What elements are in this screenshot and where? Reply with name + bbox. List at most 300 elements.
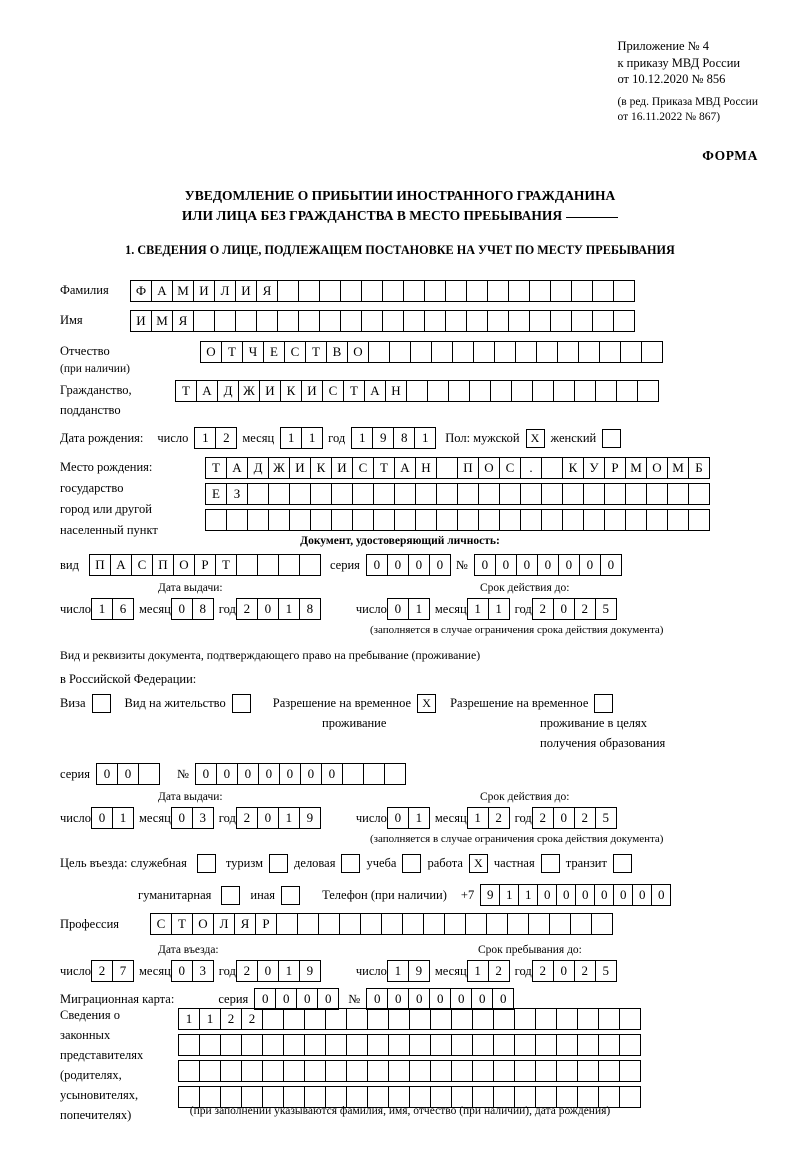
patronymic-input[interactable]: [200, 341, 662, 363]
purpose-private-checkbox[interactable]: [541, 854, 560, 873]
form-cell[interactable]: Т: [215, 554, 237, 576]
stay-until-day-input[interactable]: [387, 960, 429, 982]
form-cell[interactable]: [319, 310, 341, 332]
form-cell[interactable]: 0: [91, 807, 113, 829]
form-cell[interactable]: 9: [299, 960, 321, 982]
form-cell[interactable]: 0: [216, 763, 238, 785]
form-cell[interactable]: [499, 483, 521, 505]
form-cell[interactable]: .: [520, 457, 542, 479]
purpose-other-checkbox[interactable]: [281, 886, 300, 905]
stay-doc-series-input[interactable]: [96, 763, 159, 785]
form-cell[interactable]: [466, 310, 488, 332]
form-cell[interactable]: [363, 763, 385, 785]
form-cell[interactable]: [557, 341, 579, 363]
form-cell[interactable]: 0: [516, 554, 538, 576]
form-cell[interactable]: С: [352, 457, 374, 479]
form-cell[interactable]: 0: [387, 554, 409, 576]
form-cell[interactable]: Ж: [268, 457, 290, 479]
form-cell[interactable]: 0: [553, 960, 575, 982]
form-cell[interactable]: 0: [321, 763, 343, 785]
form-cell[interactable]: [340, 310, 362, 332]
surname-input[interactable]: [130, 280, 634, 302]
form-cell[interactable]: [667, 483, 689, 505]
form-cell[interactable]: [472, 1060, 494, 1082]
form-cell[interactable]: [431, 341, 453, 363]
form-cell[interactable]: [289, 509, 311, 531]
form-cell[interactable]: Т: [373, 457, 395, 479]
form-cell[interactable]: Н: [385, 380, 407, 402]
form-cell[interactable]: Ч: [242, 341, 264, 363]
form-cell[interactable]: 2: [241, 1008, 263, 1030]
form-cell[interactable]: 1: [488, 598, 510, 620]
form-cell[interactable]: [550, 280, 572, 302]
form-cell[interactable]: 1: [280, 427, 302, 449]
form-cell[interactable]: [318, 913, 340, 935]
form-cell[interactable]: [511, 380, 533, 402]
form-cell[interactable]: [339, 913, 361, 935]
form-cell[interactable]: [625, 483, 647, 505]
form-cell[interactable]: О: [200, 341, 222, 363]
form-cell[interactable]: [577, 1034, 599, 1056]
form-cell[interactable]: 1: [112, 807, 134, 829]
stay-until-month-input[interactable]: [467, 960, 509, 982]
form-cell[interactable]: С: [322, 380, 344, 402]
form-cell[interactable]: [478, 483, 500, 505]
form-cell[interactable]: [138, 763, 160, 785]
form-cell[interactable]: [451, 1008, 473, 1030]
form-cell[interactable]: [472, 1034, 494, 1056]
form-cell[interactable]: [409, 1034, 431, 1056]
form-cell[interactable]: 0: [254, 988, 276, 1010]
stay-doc-year-input[interactable]: [236, 807, 320, 829]
form-cell[interactable]: [595, 380, 617, 402]
form-cell[interactable]: 0: [575, 884, 595, 906]
form-cell[interactable]: [469, 380, 491, 402]
form-cell[interactable]: 0: [553, 598, 575, 620]
form-cell[interactable]: [452, 341, 474, 363]
form-cell[interactable]: 2: [220, 1008, 242, 1030]
id-doc-number-input[interactable]: [474, 554, 621, 576]
birthplace-row-3-input[interactable]: [205, 509, 709, 531]
form-cell[interactable]: [319, 280, 341, 302]
birth-month-input[interactable]: [280, 427, 322, 449]
id-doc-series-input[interactable]: [366, 554, 450, 576]
form-cell[interactable]: О: [646, 457, 668, 479]
form-cell[interactable]: Р: [194, 554, 216, 576]
form-cell[interactable]: А: [196, 380, 218, 402]
form-cell[interactable]: [592, 310, 614, 332]
form-cell[interactable]: 0: [495, 554, 517, 576]
form-cell[interactable]: [424, 280, 446, 302]
form-cell[interactable]: 0: [117, 763, 139, 785]
form-cell[interactable]: [646, 509, 668, 531]
form-cell[interactable]: [402, 913, 424, 935]
form-cell[interactable]: [556, 1008, 578, 1030]
form-cell[interactable]: [514, 1008, 536, 1030]
form-cell[interactable]: [325, 1034, 347, 1056]
form-cell[interactable]: [598, 1034, 620, 1056]
form-cell[interactable]: 0: [275, 988, 297, 1010]
form-cell[interactable]: Т: [175, 380, 197, 402]
form-cell[interactable]: 0: [429, 988, 451, 1010]
entry-year-input[interactable]: [236, 960, 320, 982]
purpose-study-checkbox[interactable]: [402, 854, 421, 873]
purpose-tourism-checkbox[interactable]: [269, 854, 288, 873]
form-cell[interactable]: [310, 483, 332, 505]
form-cell[interactable]: [445, 310, 467, 332]
form-cell[interactable]: [499, 509, 521, 531]
form-cell[interactable]: О: [478, 457, 500, 479]
form-cell[interactable]: [532, 380, 554, 402]
stay-doc-month-input[interactable]: [171, 807, 213, 829]
form-cell[interactable]: [394, 509, 416, 531]
form-cell[interactable]: И: [331, 457, 353, 479]
form-cell[interactable]: Ф: [130, 280, 152, 302]
form-cell[interactable]: У: [583, 457, 605, 479]
form-cell[interactable]: [178, 1034, 200, 1056]
form-cell[interactable]: 2: [532, 598, 554, 620]
form-cell[interactable]: [430, 1060, 452, 1082]
form-cell[interactable]: 2: [236, 960, 258, 982]
form-cell[interactable]: [604, 509, 626, 531]
stay-doc-number-input[interactable]: [195, 763, 405, 785]
form-cell[interactable]: 1: [351, 427, 373, 449]
form-cell[interactable]: 0: [556, 884, 576, 906]
form-cell[interactable]: А: [394, 457, 416, 479]
form-cell[interactable]: М: [667, 457, 689, 479]
purpose-service-checkbox[interactable]: [197, 854, 216, 873]
stay-until-year-input[interactable]: [532, 960, 616, 982]
form-cell[interactable]: [619, 1008, 641, 1030]
form-cell[interactable]: 5: [595, 807, 617, 829]
form-cell[interactable]: 1: [414, 427, 436, 449]
form-cell[interactable]: [331, 483, 353, 505]
form-cell[interactable]: [388, 1034, 410, 1056]
form-cell[interactable]: О: [347, 341, 369, 363]
form-cell[interactable]: [403, 280, 425, 302]
birthplace-row-1-input[interactable]: [205, 457, 709, 479]
form-cell[interactable]: Я: [172, 310, 194, 332]
form-cell[interactable]: 1: [499, 884, 519, 906]
form-cell[interactable]: [410, 341, 432, 363]
form-cell[interactable]: [373, 509, 395, 531]
form-cell[interactable]: 0: [387, 988, 409, 1010]
form-cell[interactable]: 0: [366, 554, 388, 576]
form-cell[interactable]: 0: [258, 763, 280, 785]
form-cell[interactable]: [340, 280, 362, 302]
form-cell[interactable]: [616, 380, 638, 402]
form-cell[interactable]: [247, 483, 269, 505]
form-cell[interactable]: [598, 1008, 620, 1030]
form-cell[interactable]: [604, 483, 626, 505]
form-cell[interactable]: [507, 913, 529, 935]
form-cell[interactable]: [625, 509, 647, 531]
form-cell[interactable]: Т: [171, 913, 193, 935]
form-cell[interactable]: [361, 280, 383, 302]
form-cell[interactable]: 1: [467, 598, 489, 620]
form-cell[interactable]: [409, 1060, 431, 1082]
form-cell[interactable]: [220, 1034, 242, 1056]
form-cell[interactable]: П: [457, 457, 479, 479]
form-cell[interactable]: В: [326, 341, 348, 363]
id-doc-type-input[interactable]: [89, 554, 320, 576]
birth-day-input[interactable]: [194, 427, 236, 449]
form-cell[interactable]: [236, 554, 258, 576]
form-cell[interactable]: [430, 1034, 452, 1056]
purpose-transit-checkbox[interactable]: [613, 854, 632, 873]
form-cell[interactable]: [448, 380, 470, 402]
form-cell[interactable]: [289, 483, 311, 505]
purpose-business-checkbox[interactable]: [341, 854, 360, 873]
form-cell[interactable]: [268, 509, 290, 531]
form-cell[interactable]: 2: [236, 807, 258, 829]
form-cell[interactable]: [403, 310, 425, 332]
entry-day-input[interactable]: [91, 960, 133, 982]
form-cell[interactable]: 0: [408, 988, 430, 1010]
form-cell[interactable]: 0: [537, 884, 557, 906]
form-cell[interactable]: 2: [236, 598, 258, 620]
form-cell[interactable]: 0: [471, 988, 493, 1010]
form-cell[interactable]: [637, 380, 659, 402]
form-cell[interactable]: С: [499, 457, 521, 479]
form-cell[interactable]: [276, 913, 298, 935]
form-cell[interactable]: [619, 1034, 641, 1056]
form-cell[interactable]: 1: [278, 598, 300, 620]
form-cell[interactable]: 0: [537, 554, 559, 576]
form-cell[interactable]: [346, 1060, 368, 1082]
form-cell[interactable]: [451, 1034, 473, 1056]
form-cell[interactable]: Р: [255, 913, 277, 935]
form-cell[interactable]: [199, 1060, 221, 1082]
form-cell[interactable]: 9: [408, 960, 430, 982]
form-cell[interactable]: [436, 457, 458, 479]
form-cell[interactable]: [278, 554, 300, 576]
form-cell[interactable]: 9: [480, 884, 500, 906]
form-cell[interactable]: 0: [317, 988, 339, 1010]
form-cell[interactable]: [571, 310, 593, 332]
entry-month-input[interactable]: [171, 960, 213, 982]
form-cell[interactable]: 3: [192, 807, 214, 829]
form-cell[interactable]: 1: [301, 427, 323, 449]
form-cell[interactable]: [535, 1034, 557, 1056]
form-cell[interactable]: [493, 1034, 515, 1056]
form-cell[interactable]: 0: [387, 598, 409, 620]
form-cell[interactable]: 0: [558, 554, 580, 576]
id-doc-valid-day-input[interactable]: [387, 598, 429, 620]
form-cell[interactable]: М: [625, 457, 647, 479]
id-doc-month-input[interactable]: [171, 598, 213, 620]
form-cell[interactable]: 1: [408, 598, 430, 620]
form-cell[interactable]: 0: [366, 988, 388, 1010]
rep-row-3-input[interactable]: [178, 1060, 640, 1082]
form-cell[interactable]: 2: [215, 427, 237, 449]
form-cell[interactable]: [382, 280, 404, 302]
form-cell[interactable]: [493, 1060, 515, 1082]
form-cell[interactable]: [268, 483, 290, 505]
form-cell[interactable]: [688, 483, 710, 505]
form-cell[interactable]: [514, 1060, 536, 1082]
form-cell[interactable]: [367, 1008, 389, 1030]
form-cell[interactable]: 0: [600, 554, 622, 576]
form-cell[interactable]: [262, 1008, 284, 1030]
form-cell[interactable]: Р: [604, 457, 626, 479]
form-cell[interactable]: [388, 1060, 410, 1082]
form-cell[interactable]: [592, 280, 614, 302]
form-cell[interactable]: [304, 1034, 326, 1056]
form-cell[interactable]: [487, 310, 509, 332]
form-cell[interactable]: [529, 280, 551, 302]
purpose-humanitarian-checkbox[interactable]: [221, 886, 240, 905]
form-cell[interactable]: [381, 913, 403, 935]
form-cell[interactable]: И: [289, 457, 311, 479]
form-cell[interactable]: Т: [343, 380, 365, 402]
form-cell[interactable]: 0: [171, 960, 193, 982]
form-cell[interactable]: [613, 280, 635, 302]
form-cell[interactable]: Е: [263, 341, 285, 363]
form-cell[interactable]: К: [280, 380, 302, 402]
form-cell[interactable]: [688, 509, 710, 531]
form-cell[interactable]: П: [152, 554, 174, 576]
form-cell[interactable]: А: [151, 280, 173, 302]
form-cell[interactable]: [346, 1008, 368, 1030]
form-cell[interactable]: [620, 341, 642, 363]
form-cell[interactable]: [310, 509, 332, 531]
form-cell[interactable]: 5: [595, 960, 617, 982]
form-cell[interactable]: [389, 341, 411, 363]
form-cell[interactable]: [368, 341, 390, 363]
id-doc-day-input[interactable]: [91, 598, 133, 620]
form-cell[interactable]: [549, 913, 571, 935]
form-cell[interactable]: 5: [595, 598, 617, 620]
rep-row-1-input[interactable]: [178, 1008, 640, 1030]
form-cell[interactable]: [361, 310, 383, 332]
form-cell[interactable]: [430, 1008, 452, 1030]
citizenship-input[interactable]: [175, 380, 658, 402]
form-cell[interactable]: [262, 1034, 284, 1056]
form-cell[interactable]: 1: [199, 1008, 221, 1030]
form-cell[interactable]: Я: [234, 913, 256, 935]
form-cell[interactable]: 0: [387, 807, 409, 829]
form-cell[interactable]: [220, 1060, 242, 1082]
form-cell[interactable]: 0: [450, 988, 472, 1010]
form-cell[interactable]: [304, 1008, 326, 1030]
form-cell[interactable]: [394, 483, 416, 505]
form-cell[interactable]: Л: [213, 913, 235, 935]
form-cell[interactable]: Т: [205, 457, 227, 479]
form-cell[interactable]: [487, 280, 509, 302]
form-cell[interactable]: [646, 483, 668, 505]
form-cell[interactable]: [277, 310, 299, 332]
form-cell[interactable]: [478, 509, 500, 531]
form-cell[interactable]: 0: [257, 598, 279, 620]
form-cell[interactable]: [613, 310, 635, 332]
form-cell[interactable]: [466, 280, 488, 302]
form-cell[interactable]: [556, 1060, 578, 1082]
form-cell[interactable]: 7: [112, 960, 134, 982]
form-cell[interactable]: [346, 1034, 368, 1056]
sex-male-checkbox[interactable]: X: [526, 429, 545, 448]
migration-card-series-input[interactable]: [254, 988, 338, 1010]
birth-year-input[interactable]: [351, 427, 435, 449]
form-cell[interactable]: 0: [171, 807, 193, 829]
form-cell[interactable]: [583, 509, 605, 531]
form-cell[interactable]: [283, 1034, 305, 1056]
form-cell[interactable]: Б: [688, 457, 710, 479]
form-cell[interactable]: [529, 310, 551, 332]
form-cell[interactable]: С: [131, 554, 153, 576]
form-cell[interactable]: 0: [579, 554, 601, 576]
form-cell[interactable]: [283, 1060, 305, 1082]
form-cell[interactable]: Д: [217, 380, 239, 402]
form-cell[interactable]: 0: [594, 884, 614, 906]
form-cell[interactable]: [257, 554, 279, 576]
form-cell[interactable]: [457, 483, 479, 505]
form-cell[interactable]: [331, 509, 353, 531]
form-cell[interactable]: 0: [257, 960, 279, 982]
form-cell[interactable]: [325, 1008, 347, 1030]
form-cell[interactable]: 0: [171, 598, 193, 620]
form-cell[interactable]: 1: [91, 598, 113, 620]
form-cell[interactable]: [256, 310, 278, 332]
rep-row-2-input[interactable]: [178, 1034, 640, 1056]
form-cell[interactable]: [493, 1008, 515, 1030]
form-cell[interactable]: [342, 763, 364, 785]
form-cell[interactable]: 2: [532, 807, 554, 829]
edu-residence-checkbox[interactable]: [594, 694, 613, 713]
form-cell[interactable]: 8: [192, 598, 214, 620]
form-cell[interactable]: К: [562, 457, 584, 479]
form-cell[interactable]: Т: [305, 341, 327, 363]
form-cell[interactable]: 2: [488, 960, 510, 982]
form-cell[interactable]: [536, 341, 558, 363]
form-cell[interactable]: [571, 280, 593, 302]
form-cell[interactable]: З: [226, 483, 248, 505]
form-cell[interactable]: [578, 341, 600, 363]
form-cell[interactable]: 0: [492, 988, 514, 1010]
form-cell[interactable]: [508, 310, 530, 332]
form-cell[interactable]: 1: [194, 427, 216, 449]
stay-doc-valid-day-input[interactable]: [387, 807, 429, 829]
form-cell[interactable]: [541, 483, 563, 505]
form-cell[interactable]: [490, 380, 512, 402]
form-cell[interactable]: 0: [408, 554, 430, 576]
form-cell[interactable]: 1: [178, 1008, 200, 1030]
form-cell[interactable]: 3: [192, 960, 214, 982]
form-cell[interactable]: И: [235, 280, 257, 302]
form-cell[interactable]: [562, 483, 584, 505]
form-cell[interactable]: 1: [387, 960, 409, 982]
form-cell[interactable]: 0: [553, 807, 575, 829]
id-doc-valid-month-input[interactable]: [467, 598, 509, 620]
form-cell[interactable]: М: [172, 280, 194, 302]
form-cell[interactable]: [472, 1008, 494, 1030]
form-cell[interactable]: [535, 1060, 557, 1082]
form-cell[interactable]: [277, 280, 299, 302]
form-cell[interactable]: [423, 913, 445, 935]
form-cell[interactable]: [445, 280, 467, 302]
form-cell[interactable]: [373, 483, 395, 505]
form-cell[interactable]: [599, 341, 621, 363]
form-cell[interactable]: [514, 1034, 536, 1056]
form-cell[interactable]: 1: [278, 807, 300, 829]
form-cell[interactable]: [667, 509, 689, 531]
name-input[interactable]: [130, 310, 634, 332]
form-cell[interactable]: 0: [429, 554, 451, 576]
form-cell[interactable]: 0: [474, 554, 496, 576]
form-cell[interactable]: [247, 509, 269, 531]
form-cell[interactable]: 9: [372, 427, 394, 449]
form-cell[interactable]: [214, 310, 236, 332]
